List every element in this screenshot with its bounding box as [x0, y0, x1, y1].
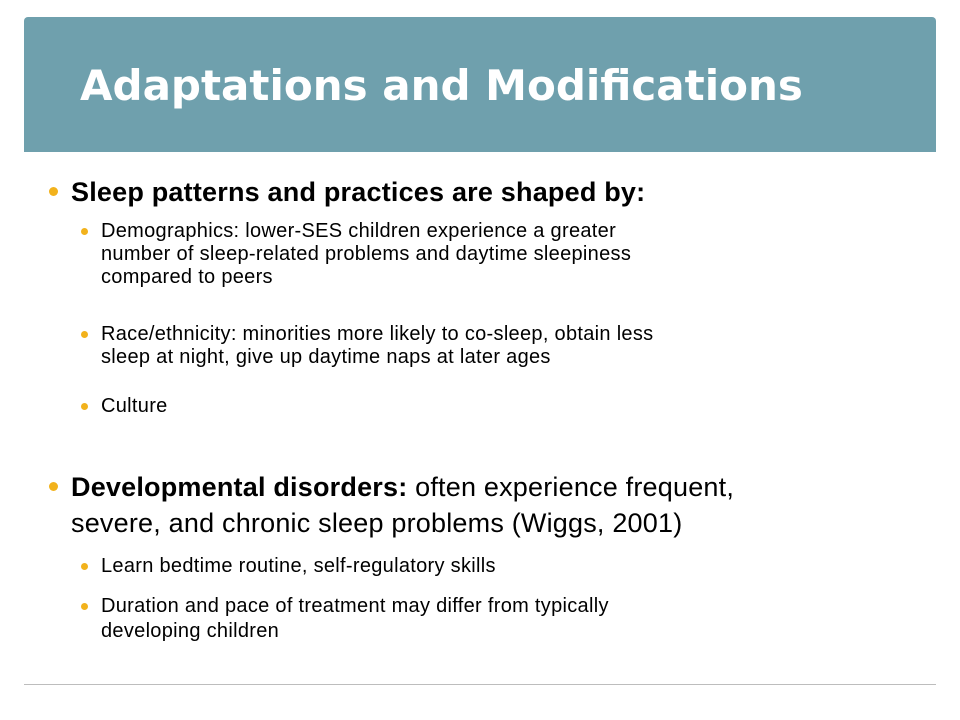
section-heading-developmental-line-2: severe, and chronic sleep problems (Wiggs, 2001) [71, 508, 683, 538]
item-duration-line-2: developing children [101, 620, 280, 642]
bullet-dot [81, 331, 88, 338]
item-culture: Culture [101, 395, 168, 417]
slide-title: Adaptations and Modifications [80, 61, 803, 110]
bullet-dot [81, 228, 88, 235]
item-duration-line-1: Duration and pace of treatment may differ from typically [101, 595, 609, 617]
footer-divider [24, 684, 936, 685]
bullet-dot [49, 482, 58, 491]
bullet-dot [81, 563, 88, 570]
item-demographics-line-3: compared to peers [101, 266, 273, 288]
bullet-dot [81, 603, 88, 610]
section-heading-developmental-bold: Developmental disorders: [71, 472, 408, 502]
item-race-line-2: sleep at night, give up daytime naps at later ages [101, 346, 551, 368]
item-race-line-1: Race/ethnicity: minorities more likely to co-sleep, obtain less [101, 323, 654, 345]
item-bedtime-routine: Learn bedtime routine, self-regulatory skills [101, 555, 496, 577]
item-demographics-line-1: Demographics: lower-SES children experience a greater [101, 220, 617, 242]
section-heading-developmental-line-1 [71, 470, 734, 505]
section-heading-sleep-patterns: Sleep patterns and practices are shaped by: [71, 177, 646, 207]
section-heading-developmental-rest: often experience frequent, [407, 472, 735, 502]
item-demographics-line-2: number of sleep-related problems and daytime sleepiness [101, 243, 632, 265]
bullet-dot [49, 187, 58, 196]
bullet-dot [81, 403, 88, 410]
